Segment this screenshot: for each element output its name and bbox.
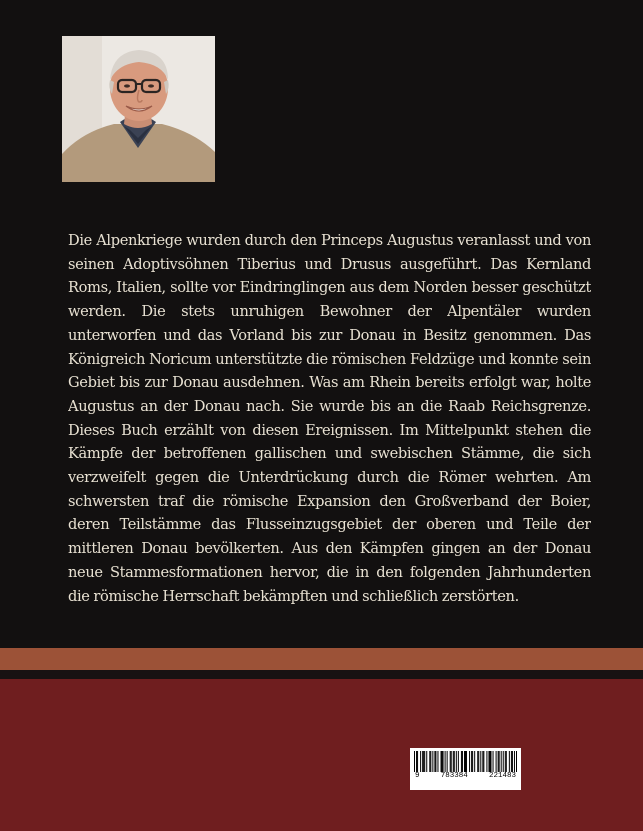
blurb-container <box>68 229 591 622</box>
barcode-prefix: 9 <box>415 772 420 780</box>
bottom-panel <box>0 679 643 831</box>
band-divider <box>0 670 643 679</box>
barcode-group-2: 221483 <box>488 772 516 780</box>
barcode-digits <box>414 772 517 780</box>
author-photo <box>62 36 215 182</box>
blurb-text: Die Alpenkriege wurden durch den Princeps Augustus veranlasst und von seinen Adoptivsöhnen Tiberius und Drusus ausgeführt. Das Kernland Roms, Italien, sollte vor Eindringlingen aus dem Norden besser geschützt werden. Die stets unruhigen Bewohner der Alpentäler wurden unterworfen und das Vorland bis zur Donau in Besitz genommen. Das Königreich Noricum unterstützte die römischen Feldzüge und konnte sein Gebiet bis zur Donau ausdehnen. Was am Rhein bereits erfolgt war, holte Augustus an der Donau nach. Sie wurde bis an die Raab Reichsgrenze. Dieses Buch erzählt von diesen Ereignissen. Im Mittelpunkt stehen die Kämpfe der betroffenen gallischen und swebischen Stämme, die sich verzweifelt gegen die Unterdrückung durch die Römer wehrten. Am schwersten traf die römische Expansion den Großverband der Boier, deren Teilstämme das Flusseinzugsgebiet der oberen und Teile der mittleren Donau bevölkerten. Aus den Kämpfen gingen an der Donau neue Stammesformationen hervor, die in den folgenden Jahrhunderten die römische Herrschaft bekämpften und schließlich zerstörten. <box>68 232 591 605</box>
barcode-group-1: 783384 <box>440 772 468 780</box>
decorative-band <box>0 648 643 670</box>
isbn-barcode <box>410 748 521 790</box>
